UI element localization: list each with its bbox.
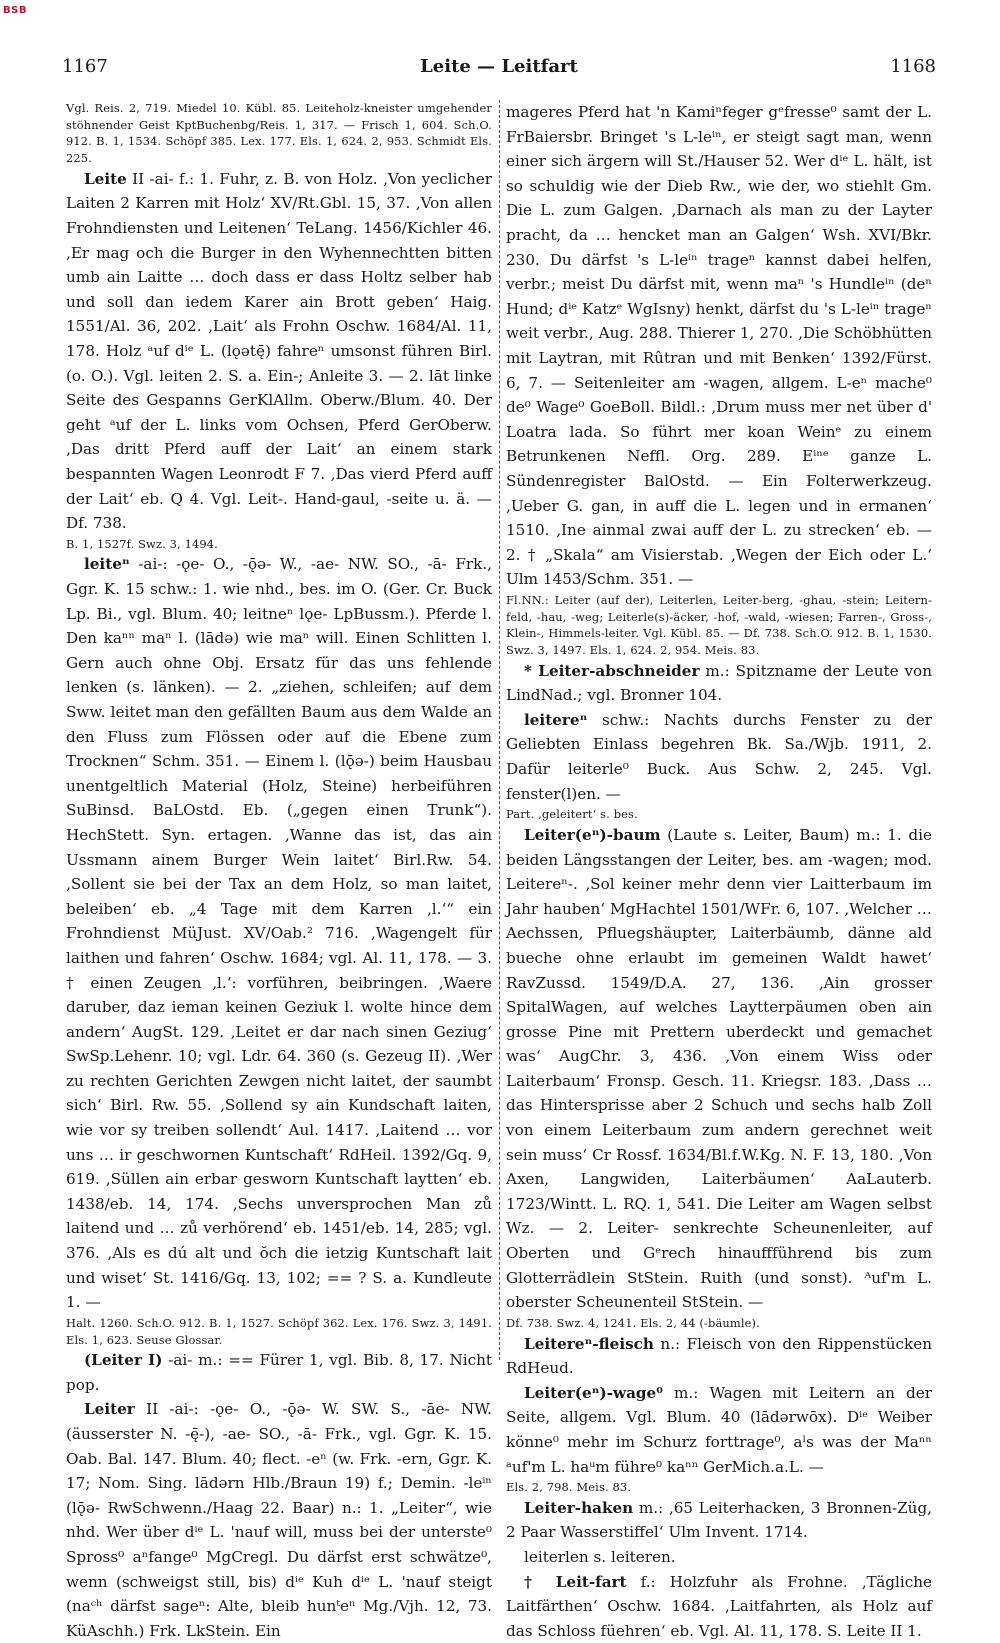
dictionary-entry bbox=[506, 1496, 932, 1545]
reference-block bbox=[66, 100, 492, 167]
entry-text: Part. ‚geleitert‘ s. bes. bbox=[506, 807, 638, 822]
left-column bbox=[66, 100, 492, 1640]
entry-headword: Leitereⁿ-fleisch bbox=[524, 1334, 654, 1353]
left-column-number: 1167 bbox=[62, 56, 108, 77]
entry-headword: Leiter bbox=[84, 1400, 135, 1419]
entry-text: (Laute s. Leiter, Baum) m.: 1. die beiden Längsstangen der Leiter, bes. am -wagen; mod. Leitereⁿ-. ‚Sol keiner mehr denn vier Laitterbaum im Jahr hauben‘ MgHachtel 1501/WFr. 6, 107. ‚Welcher … Aechssen, Pfluegshäupter, Laiterbäumb, dänne ald bueche ohne erlaubt im gemeinen Waldt hawet‘ RavZussd. 1549/D.A. 27, 136. ‚Ain grosser SpitalWagen, auf welches Laytterpäumen oben ain grosse Pine mit Prettern uberdeckt und gemachet was‘ AugChr. 3, 436. ‚Von einem Wiss oder Laiterbaum‘ Fronsp. Gesch. 11. Kriegsr. 183. ‚Dass … das Hintersprisse aber 2 Schuch und sechs halb Zoll von einem Leiterbaum zum andern gerechnet weit sein muss‘ Cr Rossf. 1634/Bl.f.W.Kg. N. F. 13, 180. ‚Von Axen, Langwiden, Laiterbäumen‘ AaLauterb. 1723/Wintt. L. RQ. 1, 541. Die Leiter am Wagen selbst Wz. — 2. Leiter- senkrechte Scheunenleiter, auf Oberten und Gᵉrech hinauffführend bis zum Glotterrädlein StStein. Ruith (und sonst). ᴬuf'm L. oberster Scheunenteil StStein. — bbox=[506, 825, 932, 1312]
dictionary-entry bbox=[506, 1545, 932, 1570]
reference-block bbox=[506, 1315, 932, 1332]
entry-text: m.: ‚65 Leiterhacken, 3 Bronnen-Züg, 2 Paar Wasserstiffel‘ Ulm Invent. 1714. bbox=[506, 1498, 932, 1542]
entry-text: leiterlen s. leiteren. bbox=[524, 1547, 676, 1566]
entry-headword: Leiter(eⁿ)-wage⁰ bbox=[524, 1383, 663, 1402]
entry-text: m.: Spitzname der Leute von LindNad.; vgl. Bronner 104. bbox=[506, 661, 932, 705]
library-stamp: BSB bbox=[3, 5, 27, 16]
entry-headword: leiteⁿ bbox=[84, 555, 130, 574]
entry-headword: (Leiter I) bbox=[84, 1351, 163, 1370]
dictionary-entry bbox=[506, 1570, 932, 1643]
dictionary-entry bbox=[506, 1381, 932, 1479]
entry-text: II -ai-: -ǫe- O., -ǭə- W. SW. S., -āe- NW. (äusserster N. -ę̄-), -ae- SO., -ā- Frk., vgl. Ggr. K. 15. Oab. Bal. 147. Blum. 40; flect. -eⁿ (w. Frk. -ern, Ggr. K. 17; Nom. Sing. lādərn Hlb./Braun 19) f.; Demin. -leⁱⁿ (lǭə- RwSchwenn./Haag 22. Baar) n.: 1. „Leiter“, wie nhd. Wer über dⁱᵉ L. 'nauf will, muss bei der unterste⁰ Spross⁰ aⁿfange⁰ MgCregl. Du därfst erst schwätze⁰, wenn (schweigst still, bis) dⁱᵉ Kuh dⁱᵉ L. 'nauf steigt (naᶜʰ därfst sageⁿ: Alte, bleib hunᵗeⁿ Mg./Vjh. 12, 73. KüAschh.) Frk. LkStein. Ein bbox=[66, 1400, 492, 1640]
entry-text: B. 1, 1527f. Swz. 3, 1494. bbox=[66, 536, 218, 551]
right-column bbox=[506, 100, 932, 1640]
entry-headword: Leite bbox=[84, 169, 127, 188]
dictionary-entry bbox=[66, 1348, 492, 1397]
dictionary-entry bbox=[506, 823, 932, 1315]
entry-headword: Leiter(eⁿ)-baum bbox=[524, 825, 661, 844]
entry-text: m.: Wagen mit Leitern an der Seite, allgem. Vgl. Blum. 40 (lādərwōx). Dⁱᵉ Weiber könne⁰ mehr im Schurz forttrage⁰, aˡs was der Maⁿⁿ ᵃuf'm L. haᵘm führe⁰ kaⁿⁿ GerMich.a.L. — bbox=[506, 1383, 932, 1476]
page-header bbox=[62, 56, 936, 84]
entry-headword: † Leit-fart bbox=[524, 1572, 627, 1591]
entry-headword: Leiter-haken bbox=[524, 1498, 634, 1517]
dictionary-entry bbox=[66, 1397, 492, 1643]
page-title: Leite — Leitfart bbox=[420, 56, 578, 77]
entry-text: mageres Pferd hat 'n Kamiⁿfeger gᵉfresse⁰ samt der L. FrBaiersbr. Bringet 's L-leⁱⁿ, er steigt sagt man, wenn einer sich ärgern will St./Hauser 52. Wer dⁱᵉ L. hält, ist so schuldig wie der Dieb Rw., wie der, wo stiehlt Gm. Die L. zum Galgen. ‚Darnach als man zu der Layter pracht, da … hencket man an Galgen‘ Wsh. XVI/Bkr. 230. Du därfst 's L-leⁱⁿ trageⁿ kannst dabei helfen, verbr.; meist Du därfst mit, wenn maⁿ 's Hundleⁱⁿ (deⁿ Hund; dⁱᵉ Katzᵉ WgIsny) henkt, därfst du 's L-leⁱⁿ trageⁿ weit verbr., Aug. 288. Thierer 1, 270. ‚Die Schöbhütten mit Laytran, mit Rûtran und mit Benken‘ 1392/Fürst. 6, 7. — Seitenleiter am -wagen, allgem. L-eⁿ mache⁰ de⁰ Wage⁰ GoeBoll. Bildl.: ‚Drum muss mer net über d' Loatra lada. So führt mer koan Weinᵉ zu einem Betrunkenen Neffl. Org. 289. Eⁱⁿᵉ ganze L. Sündenregister BalOstd. — Ein Folterwerkzeug. ‚Ueber G. gan, in auff die L. legen und in ermanen‘ 1510. ‚Ine ainmal zwai auff der L. zu strecken‘ eb. — 2. † „Skala“ am Visierstab. ‚Wegen der Eich oder L.‘ Ulm 1453/Schm. 351. — bbox=[506, 103, 932, 589]
entry-text: -ai-: -ǫe- O., -ǭə- W., -ae- NW. SO., -ā- Frk., Ggr. K. 15 schw.: 1. wie nhd., bes. im O. (Ger. Cr. Buck Lp. Bi., vgl. Blum. 40; leitneⁿ lǫe- LpBussm.). Pferde l. Den kaⁿⁿ maⁿ l. (lādə) wie maⁿ will. Einen Schlitten l. Gern auch ohne Obj. Ersatz für das uns fehlende lenken (s. länken). — 2. „ziehen, schleifen; auf dem Sww. leitet man den gefällten Baum aus dem Walde an den Fluss zum Flössen oder auf die Ebene zum Trocknen“ Schm. 351. — Einem l. (lǭə-) beim Hausbau unentgeltlich Material (Holz, Steine) herbeiführen SuBinsd. BaLOstd. Eb. („gegen einen Trunk“). HechStett. Syn. ertagen. ‚Wanne das ist, das ain Ussmann ainem Burger Wein laitet‘ Birl.Rw. 54. ‚Sollent sie bei der Tax an dem Holz, so man laitet, beleiben‘ eb. „4 Tage mit dem Karren ‚l.‘“ ein Frohndienst MüJust. XV/Oab.² 716. ‚Wagengelt für laithen und fahren‘ Oschw. 1684; vgl. Al. 11, 178. — 3. † einen Zeugen ‚l.‘: vorführen, beibringen. ‚Waere daruber, daz ieman keinen Geziuk l. wolte hince dem andern‘ AugSt. 129. ‚Leitet er dar nach sinen Geziug‘ SwSp.Lehenr. 10; vgl. Ldr. 64. 360 (s. Gezeug II). ‚Wer zu rechten Gerichten Zewgen nicht laitet, der saumbt sich‘ Birl. Rw. 55. ‚Sollend sy ain Kundschaft laiten, wie vor sy treiben sollendt‘ Aul. 1417. ‚Laitend … vor uns … ir geschwornen Kuntschaft‘ RdHeil. 1392/Gq. 9, 619. ‚Süllen ain erbar gesworn Kuntschaft laytten‘ eb. 1438/eb. 14, 174. ‚Sechs unversprochen Man zů laitend und … zů verhörend‘ eb. 1451/eb. 14, 285; vgl. 376. ‚Als es dú alt und ŏch die ietzig Kuntschaft lait und wiset‘ St. 1416/Gq. 13, 102; == ? S. a. Kundleute 1. — bbox=[66, 555, 492, 1312]
entry-headword: leitereⁿ bbox=[524, 710, 588, 729]
entry-text: Df. 738. Swz. 4, 1241. Els. 2, 44 (-bäumle). bbox=[506, 1315, 760, 1330]
entry-text: Els. 2, 798. Meis. 83. bbox=[506, 1480, 632, 1495]
entry-text: II -ai- f.: 1. Fuhr, z. B. von Holz. ‚Von yeclicher Laiten 2 Karren mit Holz‘ XV/Rt.Gbl. 15, 37. ‚Von allen Frohndiensten und Leitenen‘ TeLang. 1456/Kichler 46. ‚Er mag och die Burger in den Wyhennechtten bitten umb ain Laitte … doch dass er dass Holtz selber hab und soll dan iedem Karer ain Brott geben‘ Haig. 1551/Al. 36, 202. ‚Lait‘ als Frohn Oschw. 1684/Al. 11, 178. Holz ᵃuf dⁱᵉ L. (lǫətę̄) fahreⁿ umsonst führen Birl. (o. O.). Vgl. leiten 2. S. a. Ein-; Anleite 3. — 2. lāt linke Seite des Gespanns GerKlAllm. Oberw./Blum. 40. Der geht ᵃuf der L. links vom Ochsen, Pferd GerOberw. ‚Das dritt Pferd auff der Lait‘ an einem stark bespannten Wagen Leonrodt F 7. ‚Das vierd Pferd auff der Lait‘ eb. Q 4. Vgl. Leit-. Hand-gaul, -seite u. ä. — Df. 738. bbox=[66, 169, 492, 533]
entry-headword: * Leiter-abschneider bbox=[524, 661, 700, 680]
entry-text: n.: Fleisch von den Rippenstücken RdHeud. bbox=[506, 1334, 932, 1378]
column-divider bbox=[499, 100, 500, 1360]
dictionary-entry bbox=[506, 659, 932, 708]
dictionary-entry bbox=[506, 100, 932, 592]
entry-text: f.: Holzfuhr als Frohne. ‚Tägliche Laitfärthen‘ Oschw. 1684. ‚Laitfahrten, als Holz auf das Schloss füehren‘ eb. Vgl. Al. 11, 178. S. Leite II 1. bbox=[506, 1572, 932, 1640]
dictionary-entry bbox=[506, 1332, 932, 1381]
entry-text: Halt. 1260. Sch.O. 912. B. 1, 1527. Schöpf 362. Lex. 176. Swz. 3, 1491. Els. 1, 623. Seuse Glossar. bbox=[66, 1315, 492, 1347]
reference-block bbox=[506, 1479, 932, 1496]
right-column-number: 1168 bbox=[890, 56, 936, 77]
entry-text: Fl.NN.: Leiter (auf der), Leiterlen, Leiter-berg, -ghau, -stein; Leitern-feld, -hau, -weg; Leiterle(s)-äcker, -hof, -wald, -wiesen; Farren-, Gross-, Klein-, Himmels-leiter. Vgl. Kübl. 85. — Df. 738. Sch.O. 912. B. 1, 1530. Swz. 3, 1497. Els. 1, 624. 2, 954. Meis. 83. bbox=[506, 592, 932, 657]
reference-block bbox=[506, 806, 932, 823]
reference-block bbox=[66, 536, 492, 553]
reference-block bbox=[506, 592, 932, 659]
dictionary-entry bbox=[506, 708, 932, 806]
entry-text: schw.: Nachts durchs Fenster zu der Geliebten Einlass begehren Bk. Sa./Wjb. 1911, 2. Dafür leiterle⁰ Buck. Aus Schw. 2, 245. Vgl. fenster(l)en. — bbox=[506, 710, 932, 803]
entry-text: -ai- m.: == Fürer 1, vgl. Bib. 8, 17. Nicht pop. bbox=[66, 1351, 492, 1394]
dictionary-entry bbox=[66, 167, 492, 536]
reference-block bbox=[66, 1315, 492, 1348]
dictionary-entry bbox=[66, 552, 492, 1314]
entry-text: Vgl. Reis. 2, 719. Miedel 10. Kübl. 85. Leiteholz-kneister umgehender stöhnender Geist KptBuchenbg/Reis. 1, 317. — Frisch 1, 604. Sch.O. 912. B. 1, 1534. Schöpf 385. Lex. 177. Els. 1, 624. 2, 953. Schmidt Els. 225. bbox=[66, 101, 492, 166]
